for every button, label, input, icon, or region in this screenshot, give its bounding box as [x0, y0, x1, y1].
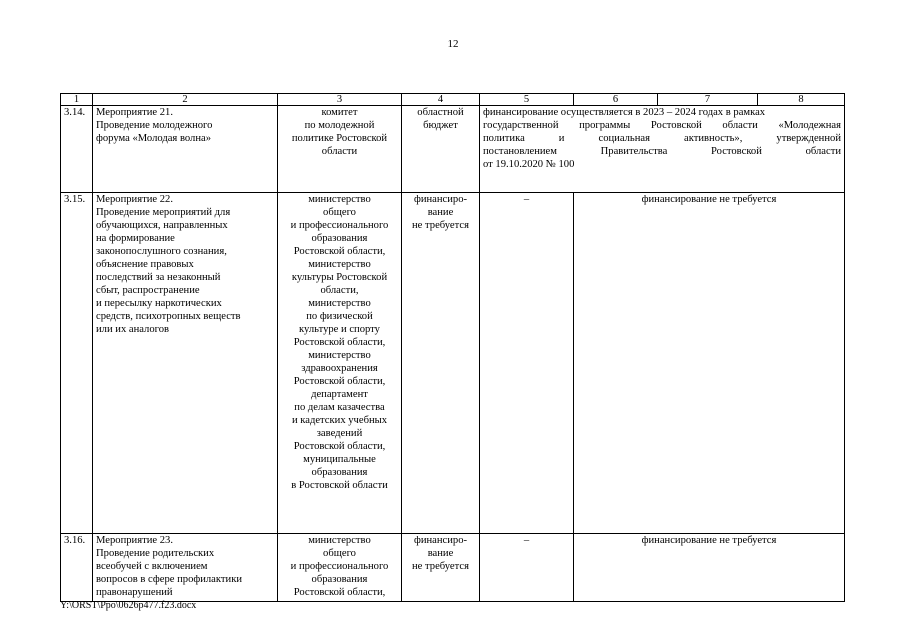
executor-cell: комитет по молодежной политике Ростовской области	[278, 106, 402, 193]
funding-amount-cell: –	[480, 534, 574, 602]
column-number: 3	[278, 94, 402, 106]
financing-note-line: государственной программы Ростовской области «Молодежная	[483, 120, 841, 131]
page-number: 12	[447, 38, 459, 50]
funding-amount-cell: –	[480, 193, 574, 534]
table-row	[61, 106, 845, 193]
executor-cell: министерство общего и профессионального образования Ростовской области,	[278, 534, 402, 602]
table-row	[61, 534, 845, 602]
financing-note-line: постановлением Правительства Ростовской области	[483, 146, 841, 157]
event-description: Мероприятие 21. Проведение молодежного форума «Молодая волна»	[93, 106, 278, 193]
column-number-row	[61, 94, 845, 106]
row-number: 3.14.	[61, 106, 93, 193]
row-number: 3.16.	[61, 534, 93, 602]
funding-source-cell: областной бюджет	[402, 106, 480, 193]
event-description: Мероприятие 23. Проведение родительских всеобучей с включением вопросов в сфере профилактики правонарушений	[93, 534, 278, 602]
file-path-footer: Y:\ORST\Ppo\0626p477.f23.docx	[60, 600, 197, 611]
column-number: 4	[402, 94, 480, 106]
financing-not-required: финансирование не требуется	[574, 193, 845, 534]
funding-source-cell: финансиро- вание не требуется	[402, 193, 480, 534]
financing-not-required: финансирование не требуется	[574, 534, 845, 602]
financing-note-line: от 19.10.2020 № 100	[483, 159, 575, 170]
financing-note	[480, 106, 845, 193]
column-number: 7	[658, 94, 758, 106]
row-number: 3.15.	[61, 193, 93, 534]
table-row	[61, 193, 845, 534]
financing-note-line: финансирование осуществляется в 2023 – 2024 годах в рамках	[483, 107, 766, 118]
column-number: 2	[93, 94, 278, 106]
financing-note-line: политика и социальная активность», утвержденной	[483, 133, 841, 144]
column-number: 8	[758, 94, 845, 106]
funding-source-cell: финансиро- вание не требуется	[402, 534, 480, 602]
column-number: 5	[480, 94, 574, 106]
executor-cell: министерство общего и профессионального образования Ростовской области, министерство культуры Ростовской области, министерство по физической культуре и спорту Ростовской области, министерство здравоохранения Ростовской области, департамент по делам казачества и кадетских учебных заведений Ростовской области, муниципальные образования в Ростовской области	[278, 193, 402, 534]
column-number: 6	[574, 94, 658, 106]
column-number: 1	[61, 94, 93, 106]
measures-table	[60, 93, 845, 602]
event-description: Мероприятие 22. Проведение мероприятий для обучающихся, направленных на формирование законопослушного сознания, объяснение правовых последствий за незаконный сбыт, распространение и пересылку наркотических средств, психотропных веществ или их аналогов	[93, 193, 278, 534]
